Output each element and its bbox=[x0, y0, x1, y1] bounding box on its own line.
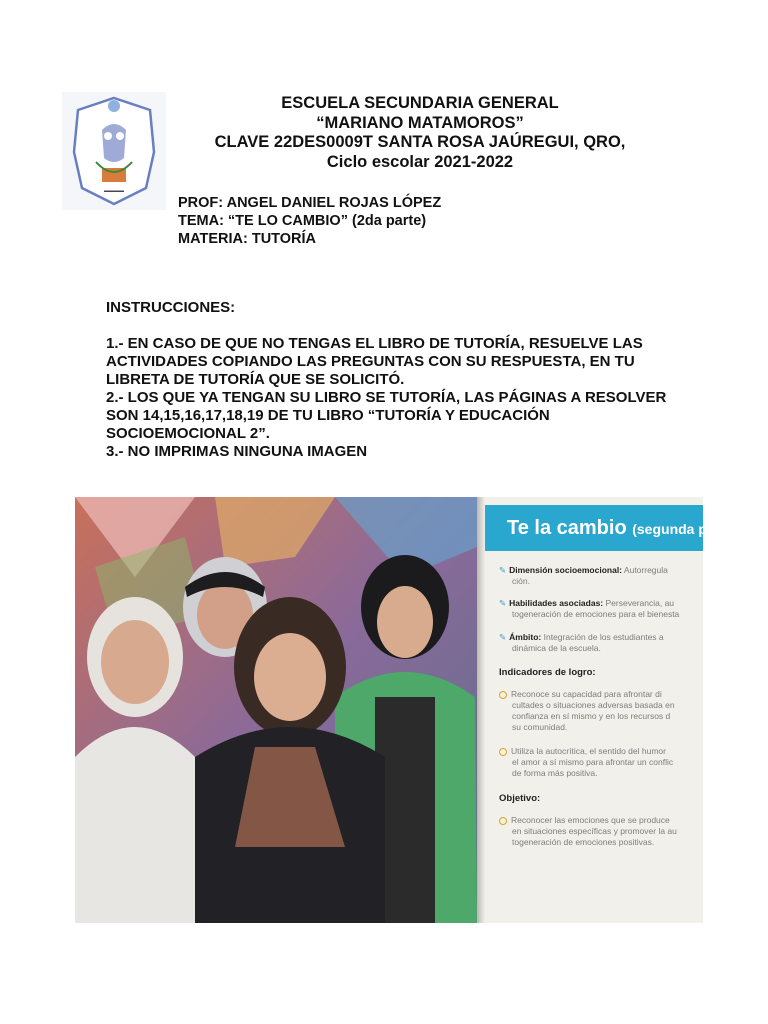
instruction-item: 2.- LOS QUE YA TENGAN SU LIBRO SE TUTORÍA, LAS PÁGINAS A RESOLVER SON 14,15,16,17,18,19 DE TU LIBRO “TUTORÍA Y EDUCACIÓN SOCIOEMOCIONAL 2”. bbox=[106, 389, 667, 442]
book-obj-l2: en situaciones específicas y promover la au bbox=[512, 826, 677, 836]
book-ind2-l2: el amor a sí mismo para afrontar un conflic bbox=[512, 757, 674, 767]
instructions-title: INSTRUCCIONES: bbox=[106, 299, 236, 316]
instruction-item: 3.- NO IMPRIMAS NINGUNA IMAGEN bbox=[106, 443, 368, 460]
book-dimension: ✎ Dimensión socioemocional: Autorregula bbox=[499, 565, 668, 575]
document-meta bbox=[178, 194, 441, 248]
book-ind1-l2: cultades o situaciones adversas basada en bbox=[512, 700, 675, 710]
textbook-page bbox=[477, 497, 725, 923]
book-obj-l1: Reconocer las emociones que se produce bbox=[499, 815, 703, 826]
pencil-icon: ✎ bbox=[499, 598, 507, 608]
school-year: Ciclo escolar 2021-2022 bbox=[326, 152, 514, 171]
school-name: ESCUELA SECUNDARIA GENERAL bbox=[281, 94, 559, 112]
bullet-icon bbox=[499, 691, 507, 699]
book-ind2-l1: Utiliza la autocrítica, el sentido del humor bbox=[499, 746, 703, 757]
topic: TEMA: “TE LO CAMBIO” (2da parte) bbox=[178, 213, 427, 229]
book-title-sub: (segunda part bbox=[632, 521, 725, 537]
students-photo bbox=[75, 497, 477, 923]
bullet-icon bbox=[499, 748, 507, 756]
book-dimension-cont: ción. bbox=[512, 576, 530, 586]
book-indicadores: Indicadores de logro: bbox=[499, 667, 596, 678]
book-objetivo: Objetivo: bbox=[499, 793, 541, 804]
book-ambito: ✎ Ámbito: Integración de los estudiantes a bbox=[499, 632, 664, 642]
book-banner bbox=[485, 505, 725, 551]
pencil-icon: ✎ bbox=[499, 632, 507, 642]
bullet-icon bbox=[499, 817, 507, 825]
school-title: “MARIANO MATAMOROS” bbox=[316, 113, 524, 132]
book-ind1-l3: confianza en sí mismo y en los recursos d bbox=[512, 711, 671, 721]
teacher: PROF: ANGEL DANIEL ROJAS LÓPEZ bbox=[178, 195, 442, 211]
school-header bbox=[170, 94, 670, 172]
svg-text:▬▬▬▬: ▬▬▬▬ bbox=[104, 188, 124, 194]
book-obj-l3: togeneración de emociones positivas. bbox=[512, 837, 655, 847]
book-ambito-cont: dinámica de la escuela. bbox=[512, 643, 601, 653]
book-ind1-l1: Reconoce su capacidad para afrontar di bbox=[499, 689, 703, 700]
instructions-list bbox=[106, 335, 686, 461]
textbook-photo bbox=[75, 497, 725, 923]
book-ind2-l3: de forma más positiva. bbox=[512, 768, 598, 778]
school-key: CLAVE 22DES0009T SANTA ROSA JAÚREGUI, QRO, bbox=[214, 133, 626, 151]
page-gutter bbox=[477, 497, 485, 923]
book-habilidades-cont: togeneración de emociones para el bienesta bbox=[512, 609, 680, 619]
book-ind1-l4: su comunidad. bbox=[512, 722, 568, 732]
book-habilidades: ✎ Habilidades asociadas: Perseverancia, au bbox=[499, 598, 675, 608]
school-crest-logo bbox=[62, 92, 166, 210]
instruction-item: 1.- EN CASO DE QUE NO TENGAS EL LIBRO DE TUTORÍA, RESUELVE LAS ACTIVIDADES COPIANDO LAS PREGUNTAS CON SU RESPUESTA, EN TU LIBRETA DE TUTORÍA QUE SE SOLICITÓ. bbox=[106, 335, 643, 388]
book-title: Te la cambio bbox=[507, 517, 627, 539]
subject: MATERIA: TUTORÍA bbox=[178, 231, 317, 247]
pencil-icon: ✎ bbox=[499, 565, 507, 575]
